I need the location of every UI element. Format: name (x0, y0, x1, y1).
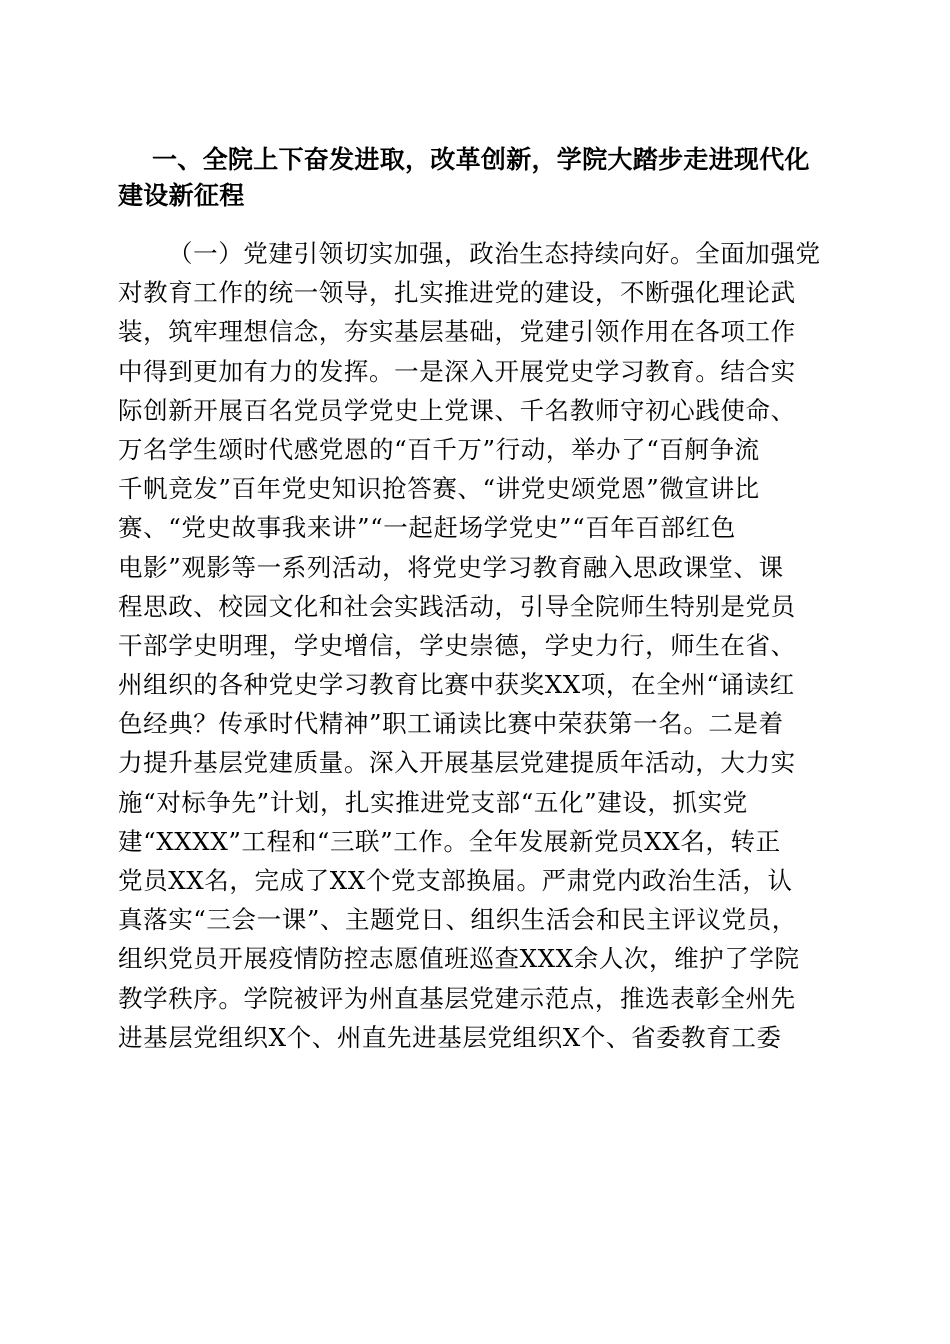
body-paragraph (118, 234, 830, 1057)
paragraph-line: 色经典？传承时代精神”职工诵读比赛中荣获第一名。二是着 (118, 709, 784, 739)
paragraph-line: 施“对标争先”计划，扎实推进党支部“五化”建设，抓实党 (118, 787, 748, 817)
paragraph-line: 教学秩序。学院被评为州直基层党建示范点，推选表彰全州先 (118, 983, 796, 1013)
paragraph-line: 建“XXXX”工程和“三联”工作。全年发展新党员XX名，转正 (118, 826, 781, 856)
paragraph-line: 千帆竞发”百年党史知识抢答赛、“讲党史颂党恩”微宣讲比 (118, 474, 760, 504)
paragraph-line: 中得到更加有力的发挥。一是深入开展党史学习教育。结合实 (118, 356, 796, 386)
paragraph-line: 电影”观影等一系列活动，将党史学习教育融入思政课堂、课 (118, 552, 784, 582)
paragraph-line: 对教育工作的统一领导，扎实推进党的建设，不断强化理论武 (118, 278, 796, 308)
paragraph-line: 组织党员开展疫情防控志愿值班巡查XXX余人次，维护了学院 (118, 944, 800, 974)
paragraph-line: 万名学生颂时代感党恩的“百千万”行动，举办了“百舸争流 (118, 434, 760, 464)
paragraph-line: 力提升基层党建质量。深入开展基层党建提质年活动，大力实 (118, 748, 796, 778)
paragraph-line: 州组织的各种党史学习教育比赛中获奖XX项，在全州“诵读红 (118, 670, 795, 700)
paragraph-line: 真落实“三会一课”、主题党日、组织生活会和民主评议党员， (118, 905, 797, 935)
paragraph-line: （一）党建引领切实加强，政治生态持续向好。全面加强党 (168, 239, 821, 268)
section-heading (118, 142, 830, 214)
paragraph-line: 进基层党组织X个、州直先进基层党组织X个、省委教育工委 (118, 1022, 782, 1052)
paragraph-line: 际创新开展百名党员学党史上党课、千名教师守初心践使命、 (118, 395, 796, 425)
paragraph-line: 装，筑牢理想信念，夯实基层基础，党建引领作用在各项工作 (118, 317, 796, 347)
paragraph-line: 赛、“党史故事我来讲”“一起赶场学党史”“百年百部红色 (118, 513, 736, 543)
section-heading-line: 一、全院上下奋发进取，改革创新，学院大踏步走进现代化 (152, 145, 810, 174)
paragraph-line: 程思政、校园文化和社会实践活动，引导全院师生特别是党员 (118, 591, 796, 621)
paragraph-line: 干部学史明理，学史增信，学史崇德，学史力行，师生在省、 (118, 630, 796, 660)
paragraph-line: 党员XX名，完成了XX个党支部换届。严肃党内政治生活，认 (118, 866, 793, 895)
section-heading-line: 建设新征程 (118, 181, 245, 210)
